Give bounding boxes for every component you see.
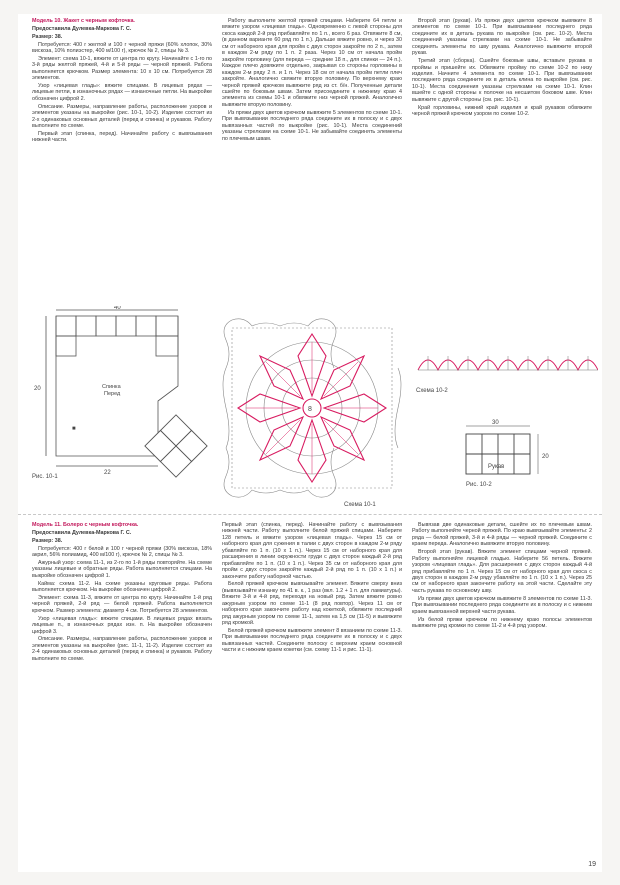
front-back-label: Спинка Перед: [102, 384, 121, 397]
model10-mid-text: Работу выполните желтой пряжей спицами. Наберите 64 петли и вяжите узором «лицевая гладь». Одновременно с левой стороны для скоса каждой 2-й ряд прибавляйте по 1 п., всего 6 раз. Отвяжите 8 см, (в данном варианте 60 ряд по 1 п.). Дальше вяжите ровно, и через 30 см от наборного края для пройм с двух сторон закройте по 2 п., затем в каждом 2-м ряду по 1 п. 2 раза. Через 10 см от начала пройм закройте горловину (для переда — средние 18 п., для спинки — 24 п.). Каждое плечо довяжите отдельно, закрывая со стороны горловины в каждом 2-м ряду 2 п. и 1 п. Через 18 см от начала пройм петли плеч закройте. Аналогично свяжите вторую половину. По верхнему краю черной пряжей крючком вывяжите ряд из ст. б/н. Полученные детали сшейте по боковым швам. Затем присоедините к нижнему краю 4 элемента из схемы 10-1 и обвяжите низ черной пряжей. Аналогично вывяжите вторую половину.: [222, 18, 402, 108]
model11-motif: Элемент: схема 11-3, вяжите от центра по кругу. Начинайте 1-й ряд черной пряжей, 2-й ряд — белой пряжей. Работа выполняется крючком. Размер элемента: диаметр 4 см. Потребуется 28 элементов.: [32, 594, 212, 614]
model10-stage1: Первый этап (спинка, перед). Начинайте работу с вывязывания нижней части.: [32, 130, 212, 144]
model11-stage2c: Из белой пряжи крючком по нижнему краю полосы элементов вывяжите ряд кромки по схеме 11-2 и 4-й ряд узором.: [412, 616, 592, 629]
model10-column-left: [32, 18, 212, 296]
model10-stage2: Второй этап (рукав). Из пряжи двух цветов крючком вывяжите 8 элементов по схеме 10-1. При вывязывании последнего ряда соедините их в деталь рукава по выкройке (см. рис. 10-2). Места соединений указаны стрелками на схеме 10-1. Не забывайте соединять элементы по шву рукава. Аналогично вывяжите второй рукав.: [412, 18, 592, 57]
model11-stage1b: Белой пряжей крючком вывязывайте элемент. Вяжите сверху вниз (вывязывайте изнанку по 41 в. к., 1 раз (вкл. 1.2 + 1 п. для ламиатуры). Вяжите 3-й и 4-й ряд, переходя на новый ряд. Затем вяжите ровно ажурным узором по схеме 11-1 (8 ряд повтор). Через 11 см от наборного края закончите работу над кокеткой, обвяжите последний ряд ажурным узором по схеме 11-1, затем на 1,5 см (11-5) и вывяжите ряд кромкой.: [222, 581, 402, 627]
model10-mid-text2: Из пряжи двух цветов крючком вывяжите 5 элементов по схеме 10-1. При вывязывании последнего ряда соедините их в полоску и с двух вывязанных частей по выкройке (рис. 10-1). Места соединений указаны стрелками на схеме 10-1. Не забывайте соединять элементы по плечевым швам.: [222, 109, 402, 142]
dim-top-label: 40: [114, 306, 121, 311]
model11-materials: Потребуется: 400 г белой и 100 г черной пряжи (30% вискоза, 18% акрил, 56% полиамид, 400 м/100 г), крючок № 2, спицы № 3.: [32, 545, 212, 558]
model11-stage1c: Белой пряжей крючком вывяжите элемент 8 вязанием по схеме 11-3. При вывязывании последнего ряда соедините их в полоску и с двух вывязанных частей. Соедините полоску с верхним краем основной части и с нижним краем кокетки (см. схему 11-1 и рис. 11-1).: [222, 628, 402, 654]
sleeve-height-label: 20: [542, 454, 549, 460]
model10-size: Размер: 38.: [32, 33, 63, 40]
model10-description: Описание. Размеры, направление работы, расположение узоров и элементов указаны на выкройке (рис. 10-1, 10-2). Изделие состоит из 2-х одинаковых основных деталей (перед и спинка) и рукавов. Работу выполните по схеме.: [32, 103, 212, 130]
schema-center-label: 8: [308, 406, 312, 413]
model11-column-right: [412, 522, 592, 862]
model11-openwork: Ажурный узор: схема 11-1, из 2-го по 1-й ряды повторяйте. На схеме указаны лицевые и обратные ряды. Работа выполняется спицами. На выкройке обозначен цифрой 1.: [32, 559, 212, 579]
sleeve-label: Рукав: [488, 464, 505, 470]
model11-stage2: Второй этап (рукав). Вяжите элемент спицами черной пряжей. Работу выполняйте лицевой гладью. Наберите 56 петель. Вяжите узором «лицевая гладь». Для расширения с двух сторон каждый 4-й ряд прибавляйте по 1 п. Через 15 см от наборного края для скоса с двух сторон в каждом 2-м ряду убавляйте по 1 п. (10 х 1 п.). Через 25 см от наборного края закончите работу на этой части. Сделайте эту часть рукава по основному шву.: [412, 549, 592, 594]
model10-motif: Элемент: схема 10-1, вяжите от центра по кругу. Начинайте с 1-го по 3-й ряды желтой пряжей, 4-й и 5-й ряды — черной пряжей. Работа выполняется крючком. Размер элемента: 10 х 10 см. Потребуется 28 элементов.: [32, 55, 212, 82]
model10-column-right: [412, 18, 592, 318]
model10-materials: Потребуется: 400 г желтой и 100 г черной пряжи (60% хлопок, 30% вискоза, 10% полиэстер, 400 м/100 г), крючок № 2, спицы № 3.: [32, 41, 212, 54]
model11-garter: Узор «лицевая гладь»: вяжите спицами. В лицевых рядах вязать лицевые п., в изнаночных рядах изн. п. На выкройке обозначен цифрой 3.: [32, 615, 212, 635]
model11-col3: Вывязав две одинаковые детали, сшейте их по плечевым швам. Работу выполняйте черной пряжей. По краю вывязывайте элементы: 2 ряда — белой пряжей, 3-й и 4-й ряды — черной пряжей. Соедините с краем переда. Аналогично вывяжите вторую половину.: [412, 522, 592, 548]
dim-side-label: 20: [34, 386, 41, 392]
model11-stage2b: Из пряжи двух цветов крючком вывяжите 8 элементов по схеме 11-3. При вывязывании последнего ряда соедините их в полоску и с нижним краем вывязанной верхней части рукава.: [412, 595, 592, 615]
model10-column-mid: [222, 18, 402, 308]
model10-stage3b: Край горловины, нижний край изделия и край рукавов обвяжите черной пряжей крючком узором по схеме 10-2.: [412, 104, 592, 118]
schema-10-1-label: Схема 10-1: [344, 502, 376, 508]
model10-title: Модель 10. Жакет с черным кофточка.: [32, 18, 135, 24]
magazine-page: [18, 14, 602, 872]
model10-stage3: Третий этап (сборка). Сшейте боковые швы, вставьте рукава в проймы и пришейте их. Обвяжите пройму по схеме 10-2 по низу изделия. Начните 4 элемента по схеме 10-1. При вывязывании последнего ряда соедините их в деталь клина по выкройке (см. рис. 10-1). Места соединения указаны стрелками на схеме 10-1. Клин вшейте с одной стороны к полочке на несшитом боковом шве. Клин вывяжите с другой стороны (см. рис. 10-1).: [412, 58, 592, 103]
section-divider: [18, 514, 602, 515]
page-number: 19: [588, 861, 596, 868]
model11-column-left: [32, 522, 212, 862]
model11-author: Предоставила Дулевка-Маркова Г. С.: [32, 529, 132, 536]
fig-10-1-label: Рис. 10-1: [32, 474, 58, 480]
edging-schema-10-2: [414, 346, 598, 386]
pattern-number-label: ■: [72, 426, 76, 432]
schema-10-2-label: Схема 10-2: [416, 388, 448, 394]
dim-bottom-label: 22: [104, 470, 111, 476]
sleeve-diagram-10-2: [450, 418, 560, 482]
model11-title: Модель 11. Болеро с черным кофточка.: [32, 522, 139, 528]
pattern-diagram-10-1: [28, 306, 218, 484]
sleeve-width-label: 30: [492, 420, 499, 426]
fig-10-2-label: Рис. 10-2: [466, 482, 492, 488]
model11-stage1: Первый этап (спинка, перед). Начинайте работу с вывязывания нижней части. Работу выполните белой пряжей спицами. Наберите 128 петель и вяжите узором «лицевая гладь». Через 15 см от наборного края для сужения в талии с двух сторон в каждом 2-м ряду убавляйте по 1 п. (10 х 1 п.). Через 15 см от наборного края для расширения в линии окружности груди с двух сторон каждый 2-й ряд прибавляйте по 1 п. (10 х 1 п.). Через 35 см от наборного края для пройм с двух сторон закройте каждый 2-й ряд по 1 п. (10 х 1 п.) и закончите работу наборной частью.: [222, 522, 402, 580]
model10-garter: Узор «лицевая гладь»: вяжите спицами. В лицевых рядах — лицевые петли, в изнаночных рядах — изнаночные петли. На выкройке обозначен цифрой 2.: [32, 83, 212, 102]
crochet-schema-10-1: [214, 310, 410, 506]
model11-description: Описание. Размеры, направление работы, расположение узоров и элементов указаны на выкройке (рис. 11-1, 11-2). Изделие состоит из 2-4 одинаковых основных деталей (перед и спинка) и рукавов. Работу выполните по схеме.: [32, 636, 212, 662]
model11-edge: Кайма: схема 11-2. На схеме указаны круговые ряды. Работа выполняется крючком. На выкройке обозначен цифрой 2.: [32, 580, 212, 594]
model10-author: Предоставила Дулевка-Маркова Г. С.: [32, 25, 132, 32]
model11-column-mid: [222, 522, 402, 862]
model11-size: Размер: 38.: [32, 537, 63, 544]
